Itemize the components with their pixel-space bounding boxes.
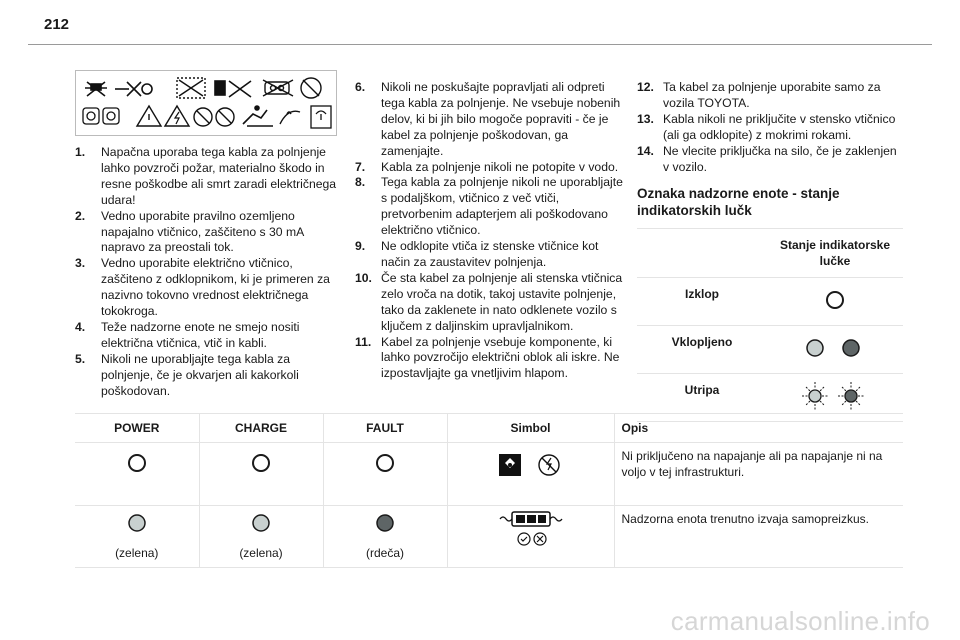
description-cell: Nadzorna enota trenutno izvaja samopreizkus. (614, 506, 903, 568)
column-header-fault: FAULT (323, 414, 447, 443)
warning-item (637, 144, 905, 176)
warning-number: 2. (75, 208, 86, 223)
warnings-column-right (637, 80, 905, 219)
symbol-cell (447, 506, 614, 568)
self-test-symbol-icon (486, 507, 576, 551)
warning-item (355, 175, 625, 239)
warning-text: Nikoli ne poskušajte popravljati ali odpreti tega kabla za polnjenje. Ne vsebuje nobenih delov, ki bi jih bilo mogoče popraviti - če je kabel za polnjenje poškodovan, ga zamenjajte. (381, 80, 621, 158)
warning-number: 14. (637, 143, 654, 158)
warning-item (355, 239, 625, 271)
warning-number: 10. (355, 270, 372, 285)
status-table (75, 413, 903, 568)
led-green-icon (122, 507, 152, 537)
led-off-icon (246, 444, 276, 478)
warning-number: 3. (75, 256, 86, 271)
warning-item (75, 256, 337, 320)
watermark: carmanualsonline.info (670, 606, 930, 636)
warning-number: 4. (75, 319, 86, 334)
indicator-label-off: Izklop (637, 278, 767, 326)
table-corner (637, 229, 767, 278)
warning-item (637, 112, 905, 144)
warning-item (75, 145, 337, 209)
warning-text: Če sta kabel za polnjenje ali stenska vtičnica zelo vroča na dotik, takoj ustavite polnjenje, tako da zaklenete in nato odklenete vozilo s ključem z daljinskim upravljalnikom. (381, 270, 623, 333)
warning-item (355, 160, 625, 176)
warning-text: Ta kabel za polnjenje uporabite samo za vozila TOYOTA. (663, 80, 881, 110)
warning-text: Napačna uporaba tega kabla za polnjenje lahko povzroči požar, materialno škodo in resne poškodbe ali smrt zaradi električnega udara! (101, 145, 337, 207)
warning-number: 1. (75, 145, 86, 159)
led-blink-icon (795, 380, 875, 412)
led-color-label: (rdeča) (365, 546, 404, 560)
power-led-cell (75, 443, 199, 506)
indicator-table-header: Stanje indikatorske lučke (767, 229, 903, 278)
warning-item (75, 320, 337, 352)
led-color-label: (zelena) (115, 546, 159, 560)
warning-number: 7. (355, 159, 366, 174)
warning-item (75, 209, 337, 257)
warning-number: 11. (355, 334, 372, 349)
indicator-label-blink: Utripa (637, 374, 767, 422)
warning-text: Kabla nikoli ne priključite v stensko vtičnico (ali ga odklopite) z mokrimi rokami. (663, 111, 896, 142)
fault-led-cell (323, 443, 447, 506)
page-number: 212 (44, 16, 70, 33)
charge-led-cell (199, 506, 323, 568)
warning-text: Teže nadzorne enote ne smejo nositi električna vtičnica, vtič in kabli. (101, 319, 300, 350)
led-green-icon (246, 507, 276, 537)
warning-text: Vedno uporabite pravilno ozemljeno napajalno vtičnico, zaščiteno s 30 mA napravo za preostali tok. (101, 208, 304, 255)
warning-item (637, 80, 905, 112)
column-header-charge: CHARGE (199, 414, 323, 443)
symbol-cell (447, 443, 614, 506)
warning-text: Ne vlecite priključka na silo, če je zaklenjen v vozilo. (663, 143, 897, 174)
led-off-symbol (767, 278, 903, 326)
led-on-symbols (767, 326, 903, 374)
column-header-power: POWER (75, 414, 199, 443)
description-cell: Ni priključeno na napajanje ali pa napajanje ni na voljo v tej infrastrukturi. (614, 443, 903, 506)
warning-pictogram-panel (75, 70, 337, 136)
warning-number: 9. (355, 239, 366, 254)
warning-text: Nikoli ne uporabljajte tega kabla za polnjenje, če je okvarjen ali kakorkoli poškodovan. (101, 351, 299, 398)
section-heading: Oznaka nadzorne enote - stanje indikatorskih lučk (637, 186, 840, 219)
warning-item (355, 271, 625, 335)
column-header-description: Opis (614, 414, 903, 443)
led-on-icon (795, 333, 875, 363)
led-color-label: (zelena) (239, 546, 283, 560)
led-off-icon (122, 444, 152, 478)
indicator-state-table (637, 228, 903, 422)
warning-number: 13. (637, 111, 654, 126)
top-divider (28, 44, 932, 45)
warning-number: 8. (355, 175, 366, 190)
column-header-symbol: Simbol (447, 414, 614, 443)
table-row (75, 443, 903, 506)
warning-number: 5. (75, 351, 86, 366)
table-header-row (75, 414, 903, 443)
indicator-label-on: Vklopljeno (637, 326, 767, 374)
led-red-icon (370, 507, 400, 537)
no-power-symbol-icon (491, 444, 571, 484)
warning-text: Ne odklopite vtiča iz stenske vtičnice kot način za zaustavitev polnjenja. (381, 239, 599, 269)
led-off-icon (370, 444, 400, 478)
warning-text: Vedno uporabite električno vtičnico, zaščiteno z odklopnikom, ki je primeren za nazivno tokovno vrednost električnega tokokroga. (101, 256, 330, 319)
table-row (637, 278, 903, 326)
power-led-cell (75, 506, 199, 568)
charge-led-cell (199, 443, 323, 506)
warnings-column-left (75, 145, 337, 400)
warning-item (355, 335, 625, 383)
warning-number: 6. (355, 80, 366, 94)
led-off-icon (820, 285, 850, 315)
table-row (75, 506, 903, 568)
warning-number: 12. (637, 80, 654, 94)
warning-item (355, 80, 625, 160)
warning-item (75, 352, 337, 400)
table-row (637, 326, 903, 374)
warnings-column-middle (355, 80, 625, 382)
fault-led-cell (323, 506, 447, 568)
warning-text: Kabel za polnjenje vsebuje komponente, ki lahko povzročijo električni oblok ali iskre. Ne izpostavljajte ga vnetljivim hlapom. (381, 334, 620, 381)
warning-text: Kabla za polnjenje nikoli ne potopite v vodo. (381, 159, 619, 174)
warning-text: Tega kabla za polnjenje nikoli ne uporabljajte s podaljškom, vtičnico z več vtiči, pretvorbenim adapterjem ali poškodovano električno vtičnico. (381, 175, 623, 238)
